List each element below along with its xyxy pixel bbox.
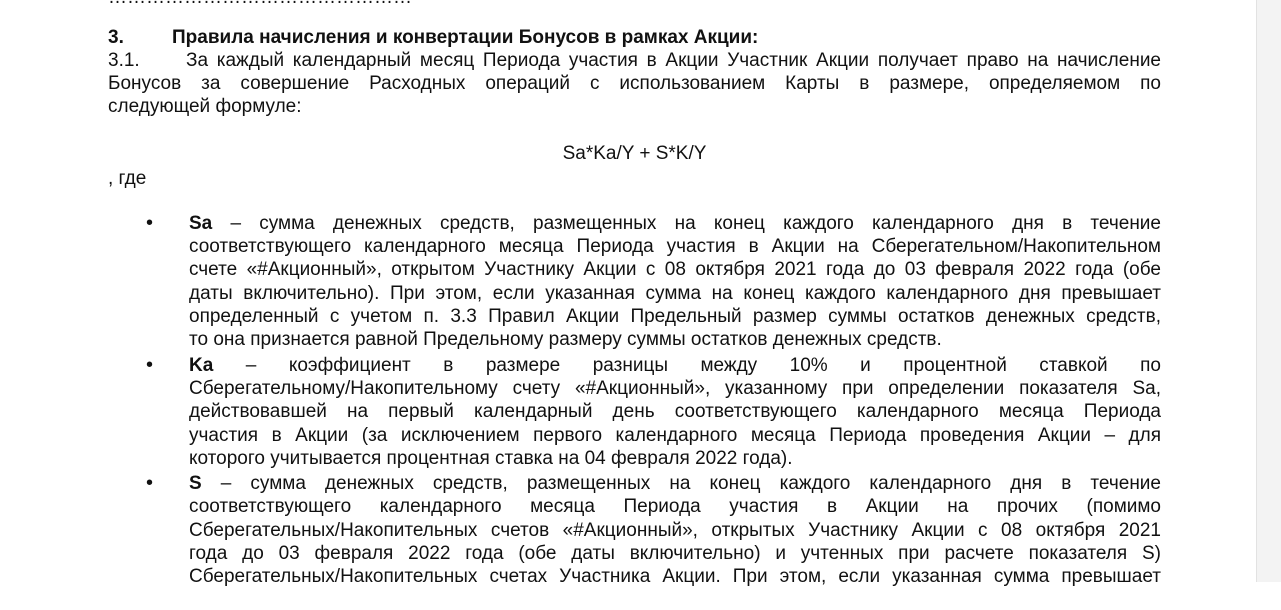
- section-number: 3.: [108, 27, 124, 48]
- item-ka-line-3: действовавшей на первый календарный день соответствующего календарного месяца Периода: [189, 401, 1161, 422]
- item-ka-line-5: которого учитывается процентная ставка на 04 февраля 2022 года).: [189, 448, 793, 469]
- item-sa-line-3: счете «#Акционный», открытом Участнику Акции с 08 октября 2021 года до 03 февраля 2022 года (обе: [189, 259, 1161, 280]
- item-s-line-2: соответствующего календарного месяца Периода участия в Акции на прочих (помимо: [189, 496, 1161, 517]
- clause-number: 3.1.: [108, 50, 140, 71]
- term-ka: Ka: [189, 355, 214, 376]
- item-ka-text: – коэффициент в размере разницы между 10% и процентной ставкой по: [213, 355, 1161, 376]
- item-s-line-3: Сберегательных/Накопительных счетов «#Акционный», открытых Участнику Акции с 08 октября 2021: [189, 520, 1161, 541]
- where-label: , где: [108, 168, 147, 189]
- clipped-previous-line: [108, 0, 412, 9]
- item-ka-line-2: Сберегательному/Накопительному счету «#Акционный», указанному при определении показателя Sa,: [189, 378, 1161, 399]
- clause-text-line-1: За каждый календарный месяц Периода участия в Акции Участник Акции получает право на начисление: [186, 50, 1161, 71]
- item-sa-line-2: соответствующего календарного месяца Периода участия в Акции на Сберегательном/Накопительном: [189, 236, 1161, 257]
- item-s-line-4: года до 03 февраля 2022 года (обе даты включительно) и учтенных при расчете показателя S): [189, 543, 1161, 564]
- item-s-line-5: Сберегательных/Накопительных счетах Участника Акции. При этом, если указанная сумма превышает: [189, 566, 1161, 587]
- item-sa-line-5: определенный с учетом п. 3.3 Правил Акции Предельный размер суммы остатков денежных средств,: [189, 306, 1161, 327]
- item-sa-line-6: то она признается равной Предельному размеру суммы остатков денежных средств.: [189, 329, 942, 350]
- bullet-icon: •: [146, 472, 154, 494]
- item-sa-line-1: [189, 212, 1161, 235]
- item-sa-text: – сумма денежных средств, размещенных на конец каждого календарного дня в течение: [212, 213, 1161, 234]
- item-sa-line-4: даты включительно). При этом, если указанная сумма на конец каждого календарного дня превышает: [189, 283, 1161, 304]
- item-ka-line-4: участия в Акции (за исключением первого календарного месяца Периода проведения Акции – для: [189, 425, 1161, 446]
- item-ka-line-1: [189, 354, 1161, 377]
- clause-line-2: Бонусов за совершение Расходных операций с использованием Карты в размере, определяемом по: [108, 73, 1161, 94]
- viewer-gutter: [1256, 0, 1281, 582]
- clause-line-1: [108, 49, 1161, 72]
- bullet-icon: •: [146, 354, 154, 376]
- item-s-text: – сумма денежных средств, размещенных на конец каждого календарного дня в течение: [201, 473, 1161, 494]
- term-s: S: [189, 473, 202, 494]
- section-title: Правила начисления и конвертации Бонусов в рамках Акции:: [172, 27, 759, 48]
- bonus-formula: Sa*Ka/Y + S*K/Y: [562, 143, 707, 164]
- item-s-line-1: [189, 472, 1161, 495]
- term-sa: Sa: [189, 213, 213, 234]
- bullet-icon: •: [146, 212, 154, 234]
- clause-line-3: следующей формуле:: [108, 96, 302, 117]
